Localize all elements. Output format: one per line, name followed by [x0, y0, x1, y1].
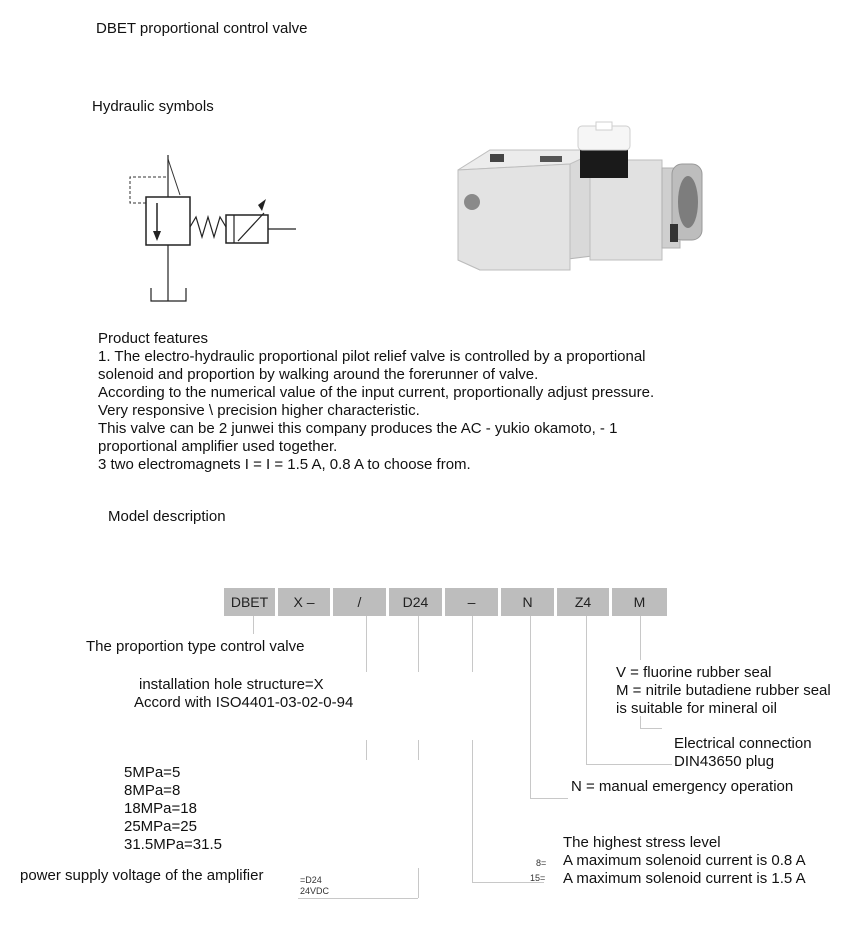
label-pressure: 8MPa=8	[124, 782, 181, 799]
label-install-1: installation hole structure=X	[139, 676, 324, 693]
label-d24-volt: 24VDC	[300, 886, 330, 896]
model-description-heading: Model description	[108, 508, 226, 525]
label-d24-code: =D24	[300, 875, 322, 885]
feature-line: According to the numerical value of the input current, proportionally adjust pressure.	[98, 384, 655, 401]
hydraulic-symbols-heading: Hydraulic symbols	[92, 98, 214, 115]
features-heading: Product features	[98, 330, 209, 347]
connector-line	[366, 616, 367, 672]
feature-line: 1. The electro-hydraulic proportional pilot relief valve is controlled by a proportional	[98, 348, 646, 365]
feature-line: Very responsive \ precision higher characteristic.	[98, 402, 420, 419]
feature-line: solenoid and proportion by walking around the forerunner of valve.	[98, 366, 539, 383]
label-stress-15-code: 15=	[530, 873, 546, 883]
code-cell-slash: /	[333, 588, 389, 616]
label-install-2: Accord with ISO4401-03-02-0-94	[134, 694, 354, 711]
code-cell-dash: –	[445, 588, 501, 616]
label-elec-1: Electrical connection	[674, 735, 812, 752]
connector-line	[586, 616, 587, 764]
connector-line	[530, 798, 568, 799]
connector-line	[530, 616, 531, 798]
connector-line	[366, 740, 367, 760]
code-cell-d24: D24	[389, 588, 445, 616]
label-pressure: 25MPa=25	[124, 818, 197, 835]
feature-line: 3 two electromagnets I = I = 1.5 A, 0.8 A to choose from.	[98, 456, 471, 473]
label-pressure: 5MPa=5	[124, 764, 181, 781]
connector-line	[640, 728, 662, 729]
connector-line	[586, 764, 672, 765]
hydraulic-symbol-diagram	[120, 155, 310, 305]
code-cell-dbet: DBET	[224, 588, 278, 616]
code-cell-x: X –	[278, 588, 333, 616]
valve-product-image	[450, 120, 720, 280]
connector-line	[472, 740, 473, 882]
code-cell-m: M	[612, 588, 667, 616]
connector-line	[418, 868, 419, 898]
connector-line	[640, 616, 641, 660]
label-power: power supply voltage of the amplifier	[20, 867, 264, 884]
label-type: The proportion type control valve	[86, 638, 305, 655]
connector-line	[253, 616, 254, 634]
label-pressure: 18MPa=18	[124, 800, 197, 817]
connector-line	[418, 616, 419, 672]
label-stress-15: A maximum solenoid current is 1.5 A	[563, 870, 806, 887]
label-seal-v: V = fluorine rubber seal	[616, 664, 772, 681]
connector-line	[418, 740, 419, 760]
code-cell-z4: Z4	[557, 588, 612, 616]
label-stress-08: A maximum solenoid current is 0.8 A	[563, 852, 806, 869]
label-stress-heading: The highest stress level	[563, 834, 721, 851]
feature-line: proportional amplifier used together.	[98, 438, 338, 455]
model-code-bar	[224, 588, 667, 616]
code-cell-n: N	[501, 588, 557, 616]
connector-line	[298, 898, 418, 899]
page-title: DBET proportional control valve	[96, 20, 308, 37]
label-seal-m2: is suitable for mineral oil	[616, 700, 777, 717]
connector-line	[472, 616, 473, 672]
label-pressure: 31.5MPa=31.5	[124, 836, 222, 853]
label-seal-m: M = nitrile butadiene rubber seal	[616, 682, 831, 699]
label-stress-08-code: 8=	[536, 858, 547, 868]
feature-line: This valve can be 2 junwei this company produces the AC - yukio okamoto, - 1	[98, 420, 618, 437]
label-elec-2: DIN43650 plug	[674, 753, 775, 770]
product-features	[98, 330, 654, 474]
label-manual: N = manual emergency operation	[571, 778, 794, 795]
